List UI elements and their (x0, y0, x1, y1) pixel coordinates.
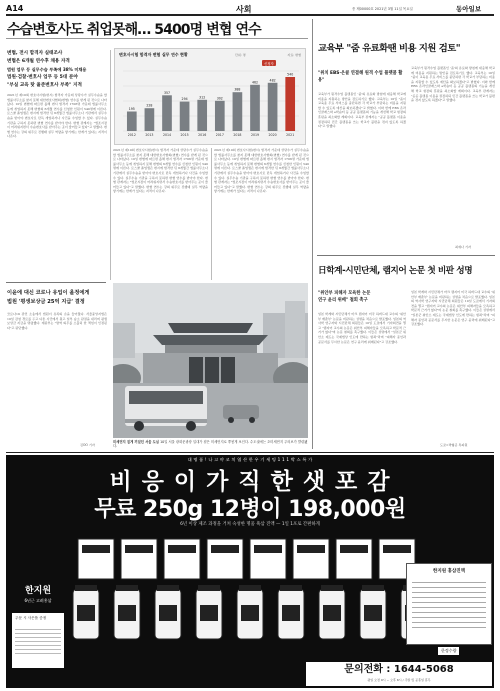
right-mid-body: 일본 학계와 시민단체가 마크 램지어 미국 하버드대 교수의 '위안부 매춘부' 논문을 비판하는 성명을 처음으로 발표했다. 일본의 역사학 연구자와 시민단체 회원들은 10일 도쿄에서 기자회견을 열고 "램지어 교수의 논문은 위안부 피해자들을 모욕하고 학문적 근거가 없다"며 논문 철회를 촉구했다. 이들은 성명에서 "일본군 위안소 제도는 국제법상 인도에 반하는 범죄"라며 "피해자 증언과 공문서를 무시한 논문은 연구 윤리에 위배된다"고 강조했다. (318, 312, 406, 344)
chart-callout: 신청자 (264, 61, 274, 66)
chart-bar (197, 100, 207, 131)
photo-caption-detail: 10일 서울 광화문광장 일대가 짙은 미세먼지로 뿌옇게 보인다. 수도권에는 초미세먼지 주의보가 발령됐다. (113, 440, 308, 449)
lead-body-col-3 (214, 148, 309, 276)
chart-title: 변호사시험 합격자 변협 실무 연수 현황 (119, 52, 188, 57)
ad-order-lines (15, 626, 61, 656)
right-mid-body-2: 일본 학계와 시민단체가 마크 램지어 미국 하버드대 교수의 '위안부 매춘부' 논문을 비판하는 성명을 처음으로 발표했다. 일본의 역사학 연구자와 시민단체 회원들은 10일 도쿄에서 기자회견을 열고 "램지어 교수의 논문은 위안부 피해자들을 모욕하고 학문적 근거가 없다"며 논문 철회를 촉구했다. 이들은 성명에서 "일본군 위안소 제도는 국제법상 인도에 반하는 범죄"라며 "피해자 증언과 공문서를 무시한 논문은 연구 윤리에 위배된다"고 강조했다. (411, 290, 495, 327)
chart-category-label: 2016 (198, 133, 207, 137)
chart-value-label: 228 (146, 103, 153, 108)
chart-bar (285, 77, 295, 131)
right-top-body: 교육부가 원격수업 플랫폼인 '줌'의 유료화 방침에 대응해 학교에 비용을 지원하는 방안을 검토하기로 했다. 교육부는 10일 "줌이 교육용 무료 서비스를 중단하면 각 학교가 부담하는 비용을 지원할 수 있도록 예산을 확보하겠다"고 밝혔다. 이와 함께 EBS 온라인클래스와 e학습터 등 공공 플랫폼의 기능을 개선해 학교 현장의 혼란을 최소화할 계획이다. 교육부 관계자는 "공공 플랫폼 이용을 권장하되 민간 플랫폼을 쓰는 학교가 불편을 겪지 않도록 하겠다"고 말했다. (318, 92, 406, 129)
right-top-byline: 최예나 기자 (455, 245, 471, 249)
advertisement (6, 455, 494, 688)
page-number: A14 (6, 4, 24, 13)
chart-category-label: 2013 (145, 133, 154, 137)
section-label: 사회 (236, 5, 252, 14)
right-mid-rule (317, 255, 495, 256)
product-box-band (168, 545, 196, 553)
ad-phone-bar (306, 662, 492, 686)
left-bottom-body (7, 312, 107, 442)
left-bottom-headline-2: 법원 '평생보상금 25억 지급' 결정 (7, 299, 85, 305)
chart-value-label: 388 (234, 87, 241, 92)
right-mid-byline: 도쿄=박형준 특파원 (440, 443, 468, 447)
lead-body-col-1 (7, 93, 107, 243)
chart-bar (127, 112, 137, 132)
subhead-4: 법원·검찰·변호사 업무 등 5대 분야 (7, 75, 78, 80)
chart-bar (162, 95, 172, 131)
right-mid-subhead-2: 연구 윤리 위배" 철회 촉구 (318, 298, 368, 303)
chart-bar (233, 92, 243, 131)
col-divider-1 (110, 50, 111, 280)
product-jar-label (364, 605, 382, 621)
ad-tag: 한정수량 (438, 647, 459, 655)
chart-value-label: 312 (199, 95, 206, 100)
product-jar-lid (75, 585, 97, 591)
chart-unit: 단위: 명 (235, 52, 246, 57)
chart-category-label: 2017 (215, 133, 224, 137)
chart-value-label: 294 (181, 97, 188, 102)
chart-bar (145, 108, 155, 131)
right-top-subhead: "위치 EBS·온클 연결해 원격 수업 플랫폼 활용" (318, 71, 403, 83)
left-bottom-byline: 김OO 기자 (80, 443, 95, 447)
chart-category-label: 2020 (268, 133, 277, 137)
issue-date: 종 제00000호 2021년 3월 11일 목요일 (352, 7, 413, 11)
product-box-band (125, 545, 153, 553)
ad-brand-3: 한지원 홍삼진액 (433, 569, 465, 574)
lead-body-text: 2021년 제10회 변호사시험(변시) 합격자 가운데 상당수가 실무수습을 할 법률사무소를 찾지 못해 대한변호사협회(변협) 연수를 받게 된 것으로 나타났다. 10일 변협에 따르면 올해 변시 합격자 1706명 가운데 법률사무소 등에 취업하지 못해 변협의 6개월 연수를 신청한 인원이 540명에 이른다. 로스쿨 졸업생은 변시에 합격한 뒤 6개월간 법률사무소나 기관에서 실무수습을 받아야 변호사로 단독 개업하거나 사건을 수임할 수 있다. 실무수습 기관을 구하지 못하면 변협 연수를 받아야 한다. 변협 관계자는 "법조시장이 어려워지면서 수습변호사를 받아주는 곳이 줄어들고 있다"고 말했다. 변협 연수는 강의 위주로 진행돼 실무 역량을 쌓기에는 한계가 있다는 지적이 나온다. (7, 93, 107, 139)
right-col-divider (312, 19, 313, 449)
product-jar-label (241, 605, 259, 621)
product-box-band (297, 545, 325, 553)
product-jar-lid (280, 585, 302, 591)
product-jar-lid (198, 585, 220, 591)
chart-bar (268, 83, 278, 131)
ad-order-text: 주문 시 사은품 증정 (15, 616, 47, 620)
right-top-body-col-2 (411, 66, 495, 242)
lead-body-text-2: 2021년 제10회 변호사시험(변시) 합격자 가운데 상당수가 실무수습을 할 법률사무소를 찾지 못해 대한변호사협회(변협) 연수를 받게 된 것으로 나타났다. 10일 변협에 따르면 올해 변시 합격자 1706명 가운데 법률사무소 등에 취업하지 못해 변협의 6개월 연수를 신청한 인원이 540명에 이른다. 로스쿨 졸업생은 변시에 합격한 뒤 6개월간 법률사무소나 기관에서 실무수습을 받아야 변호사로 단독 개업하거나 사건을 수임할 수 있다. 실무수습 기관을 구하지 못하면 변협 연수를 받아야 한다. 변협 관계자는 "법조시장이 어려워지면서 수습변호사를 받아주는 곳이 줄어들고 있다"고 말했다. 변협 연수는 강의 위주로 진행돼 실무 역량을 쌓기에는 한계가 있다는 지적이 나온다. (113, 148, 208, 194)
chart-value-label: 357 (163, 90, 171, 95)
product-jar-lid (362, 585, 384, 591)
product-box-band (82, 545, 110, 553)
right-mid-body-col-2 (411, 290, 495, 440)
left-bottom-headline-1: 이윤에 대신 코로나 유업이 올정에게 (7, 290, 90, 296)
product-box-band (340, 545, 368, 553)
chart-value-label: 462 (251, 80, 259, 85)
product-jar-label (282, 605, 300, 621)
right-top-body-2: 교육부가 원격수업 플랫폼인 '줌'의 유료화 방침에 대응해 학교에 비용을 지원하는 방안을 검토하기로 했다. 교육부는 10일 "줌이 교육용 무료 서비스를 중단하면 각 학교가 부담하는 비용을 지원할 수 있도록 예산을 확보하겠다"고 밝혔다. 이와 함께 EBS 온라인클래스와 e학습터 등 공공 플랫폼의 기능을 개선해 학교 현장의 혼란을 최소화할 계획이다. 교육부 관계자는 "공공 플랫폼 이용을 권장하되 민간 플랫폼을 쓰는 학교가 불편을 겪지 않도록 하겠다"고 말했다. (411, 66, 495, 103)
chart-category-label: 2012 (127, 133, 136, 137)
col-divider-2 (211, 148, 212, 280)
chart-bar (180, 102, 190, 131)
left-bottom-body-text: 코로나19 관련 소송에서 법원이 유족의 손을 들어줬다. 서울중앙지법은 10일 감염 경로를 두고 다툰 사건에서 원고 일부 승소 판결을 내리며 평생보상금 지급을 명령했다. 재판부는 "방역 의무를 소홀히 한 책임이 인정된다"고 판단했다. (7, 312, 107, 330)
photo-illustration (113, 283, 308, 438)
product-jar-label (159, 605, 177, 621)
ad-top-rule (6, 452, 494, 453)
right-top-body-col-1 (318, 92, 406, 242)
ad-brand-1: 한지원 (24, 586, 52, 596)
chart-value-label: 482 (269, 78, 276, 83)
ad-info-lines (412, 578, 486, 628)
ad-phone: 문의전화 : 1644-5068 (344, 664, 454, 675)
ad-title: 비 응 이 가 직 한 샛 포 감 (109, 469, 391, 495)
lead-body-text-3: 2021년 제10회 변호사시험(변시) 합격자 가운데 상당수가 실무수습을 할 법률사무소를 찾지 못해 대한변호사협회(변협) 연수를 받게 된 것으로 나타났다. 10일 변협에 따르면 올해 변시 합격자 1706명 가운데 법률사무소 등에 취업하지 못해 변협의 6개월 연수를 신청한 인원이 540명에 이른다. 로스쿨 졸업생은 변시에 합격한 뒤 6개월간 법률사무소나 기관에서 실무수습을 받아야 변호사로 단독 개업하거나 사건을 수임할 수 있다. 실무수습 기관을 구하지 못하면 변협 연수를 받아야 한다. 변협 관계자는 "법조시장이 어려워지면서 수습변호사를 받아주는 곳이 줄어들고 있다"고 말했다. 변협 연수는 강의 위주로 진행돼 실무 역량을 쌓기에는 한계가 있다는 지적이 나온다. (214, 148, 309, 194)
right-mid-headline: 日학계-시민단체, 램지어 논문 첫 비판 성명 (318, 266, 473, 276)
ad-hours: 평일 오전 9시 ~ 오후 6시 / 주말 및 공휴일 휴무 (367, 678, 431, 682)
chart-source: 자료: 변협 (287, 52, 301, 57)
subhead-2: 변협은 6개월 연수후 채용 자격 (7, 59, 70, 64)
product-jar-lid (116, 585, 138, 591)
ad-brand-2: 6년근 고려홍삼 (24, 598, 52, 603)
lead-rule (6, 38, 308, 39)
right-top-headline: 교육부 "줌 유료화땐 비용 지원 검토" (318, 43, 461, 54)
product-jar-lid (321, 585, 343, 591)
product-box-band (254, 545, 282, 553)
chart-category-label: 2015 (180, 133, 189, 137)
product-box-band (383, 545, 411, 553)
subhead-3: 법원 업무 등 실무수습 부족에 38% 미채용 (7, 67, 87, 72)
chart-category-label: 2021 (286, 133, 295, 137)
right-mid-subheads (318, 290, 406, 304)
chart-bar (215, 101, 225, 131)
ad-product-area (66, 533, 436, 653)
lead-headline: 수습변호사도 취업못해… 5400명 변협 연수 (7, 22, 261, 38)
chart-value-label: 540 (287, 72, 294, 77)
ad-top-line: 대 명 품 ! 나 고 야 코 치 엽 산 한 우 기 세 팅 1 1 1 박 스 특 가 (187, 457, 313, 462)
ad-brand-block (10, 583, 66, 683)
news-photo (113, 283, 308, 438)
chart-category-label: 2014 (162, 133, 172, 137)
subhead-5: "부실 교육 탓 율준변호사 부족" 지적 (7, 83, 82, 88)
product-box-band (211, 545, 239, 553)
photo-caption-title: 미세먼지 짙게 끼었던 서울 도심 (113, 440, 159, 444)
ad-order-box (12, 613, 64, 668)
right-mid-subhead-1: "위안부 피해자 모욕한 논문 (318, 291, 371, 296)
chart-value-label: 195 (128, 107, 135, 111)
chart-category-label: 2018 (233, 133, 242, 137)
product-jar-label (118, 605, 136, 621)
product-jar-label (200, 605, 218, 621)
subhead-1: 변협, 전시 합격자 실태조사 (7, 51, 63, 56)
lead-body-col-2 (113, 148, 208, 276)
right-mid-body-col-1 (318, 312, 406, 442)
ad-price: 무료 250g 12병이 198,000원 (94, 497, 406, 522)
chart-value-label: 302 (216, 96, 223, 101)
ad-subline: 6년 이상 제조 과정을 거쳐 숙성한 명품 흑삼 진액 — 1일 1포로 간편하게 (180, 522, 320, 527)
product-jar-lid (239, 585, 261, 591)
product-jar-label (77, 605, 95, 621)
product-jar-lid (157, 585, 179, 591)
ad-products-illustration (66, 533, 436, 653)
chart-category-label: 2019 (250, 133, 260, 137)
chart-svg (115, 59, 305, 144)
left-bottom-rule (6, 282, 106, 283)
photo-caption (113, 440, 308, 449)
chart-box (114, 48, 306, 145)
ad-info-block (406, 563, 492, 645)
chart-bar (250, 85, 260, 131)
lead-subheads (7, 50, 107, 90)
header-rule (6, 14, 494, 16)
product-jar-label (323, 605, 341, 621)
paper-name: 동아일보 (456, 5, 482, 13)
